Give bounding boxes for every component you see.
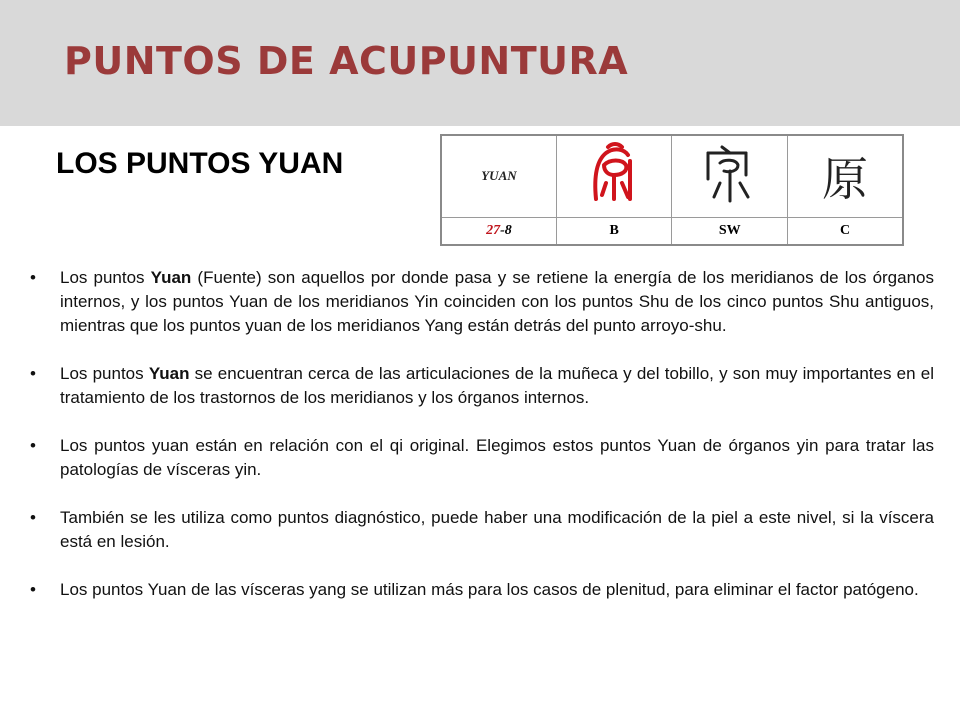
bullet-item [30,362,934,410]
bullet-bold: Yuan [148,364,190,383]
yuan-label: YUAN [481,168,517,184]
bullet-dot: • [30,508,36,527]
bullet-dot: • [30,268,36,287]
bullet-list [30,266,934,602]
bullet-item [30,506,934,554]
bronze-script-yuan-glyph [584,139,644,209]
bullet-text: También se les utiliza como puntos diagnóstico, puede haber una modificación de la piel a este nivel, si la víscera está en lesión. [60,508,934,551]
bullet-dot: • [30,580,36,599]
bullet-dot: • [30,364,36,383]
character-table [440,134,904,246]
seal-script-cell [672,135,788,217]
number-cell [441,217,556,245]
page-title: PUNTOS DE ACUPUNTURA [64,39,629,83]
bullet-text: Los puntos [60,268,151,287]
seal-script-yuan-glyph [700,139,760,209]
number-suffix: -8 [500,222,512,238]
label-b: B [556,217,672,245]
bullet-text-rest: se encuentran cerca de las articulaciones de la muñeca y del tobillo, y son muy importantes en el tratamiento de los trastornos de los meridianos y los órganos internos. [60,364,934,407]
section-subtitle: LOS PUNTOS YUAN [56,147,344,180]
bullet-text: Los puntos [60,364,149,383]
bullet-content [30,266,934,602]
label-c: C [788,217,904,245]
yuan-label-cell [441,135,556,217]
bullet-item [30,578,934,602]
modern-character-cell [788,135,904,217]
bullet-bold: Yuan [150,268,192,287]
bronze-script-cell [556,135,672,217]
bullet-dot: • [30,436,36,455]
number-red: 27 [486,222,501,238]
bullet-text: Los puntos Yuan de las vísceras yang se utilizan más para los casos de plenitud, para eliminar el factor patógeno. [60,580,919,599]
modern-yuan-character: 原 [822,152,868,207]
bullet-item [30,266,934,338]
bullet-text-rest: (Fuente) son aquellos por donde pasa y se retiene la energía de los meridianos de los órganos internos, y los puntos Yuan de los meridianos Yin coinciden con los puntos Shu de los cinco puntos Shu antiguos, mientras que los puntos yuan de los meridianos Yang están detrás del punto arroyo-shu. [60,268,934,335]
bullet-text: Los puntos yuan están en relación con el qi original. Elegimos estos puntos Yuan de órganos yin para tratar las patologías de vísceras yin. [60,436,934,479]
label-sw: SW [672,217,788,245]
bullet-item [30,434,934,482]
